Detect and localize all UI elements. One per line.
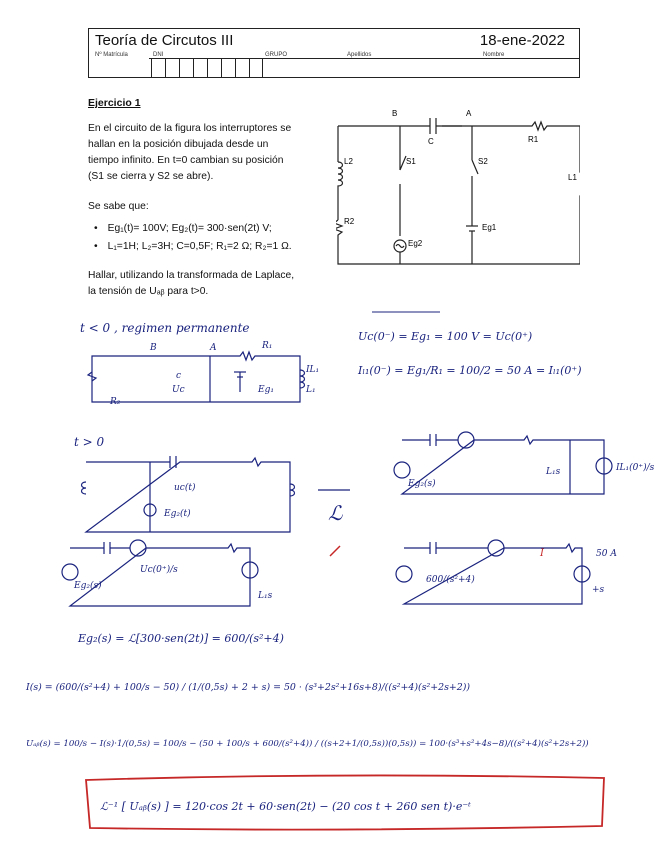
svg-text:c: c [176, 371, 182, 381]
svg-text:Uc(0⁺)/s: Uc(0⁺)/s [140, 565, 178, 575]
bullet-components: • L₁=1H; L₂=3H; C=0,5F; R₁=2 Ω; R₂=1 Ω. [94, 241, 292, 252]
grupo-label: GRUPO [265, 52, 288, 58]
dni-label: DNI [153, 52, 164, 58]
svg-text:L1: L1 [568, 173, 577, 182]
svg-text:L₁s: L₁s [258, 591, 273, 601]
svg-text:B: B [150, 343, 157, 353]
svg-text:uc(t): uc(t) [174, 483, 196, 493]
hw-uab-s: Uₐᵦ(s) = 100/s − I(s)·1/(0,5s) = 100/s − (50 + 100/s + 600/(s²+4)) / ((s+2+1/(0,5s))(0,5s)) = 100·(s³+s²+4s−8)/((s²+4)(s²+2s+2)) [26, 739, 589, 749]
svg-text:+s: +s [592, 585, 605, 595]
given-label: Se sabe que: [88, 201, 149, 212]
svg-text:600/(s²+4): 600/(s²+4) [426, 575, 475, 585]
svg-text:Eg₂(s): Eg₂(s) [74, 581, 102, 591]
matricula-label: Nº Matrícula [95, 52, 128, 58]
hw-laplace-symbol: ℒ [328, 501, 343, 525]
svg-text:Eg₂(s): Eg₂(s) [408, 479, 436, 489]
svg-text:Eg1: Eg1 [482, 223, 497, 232]
svg-text:B: B [392, 109, 398, 118]
exercise-task: Hallar, utilizando la transformada de Laplace, la tensión de Uₐᵦ para t>0. [88, 270, 295, 297]
hw-final-result: ℒ⁻¹ [ Uₐᵦ(s) ] = 120·cos 2t + 60·sen(2t) − (20 cos t + 260 sen t)·e⁻ᵗ [100, 800, 471, 813]
bullet-sources: • Eg₁(t)= 100V; Eg₂(t)= 300·sen(2t) V; [94, 223, 272, 234]
svg-text:R₁: R₁ [262, 341, 273, 351]
hw-uc-initial: Uc(0⁻) = Eg₁ = 100 V = Uc(0⁺) [358, 330, 533, 343]
svg-text:Eg₂(t): Eg₂(t) [164, 509, 191, 519]
svg-text:IL₁: IL₁ [306, 365, 320, 375]
svg-text:R1: R1 [528, 135, 539, 144]
exercise-title: Ejercicio 1 [88, 97, 141, 109]
svg-text:S2: S2 [478, 157, 488, 166]
hw-current-s: I(s) = (600/(s²+4) + 100/s − 50) / (1/(0,5s) + 2 + s) = 50 · (s³+2s²+16s+8)/((s²+4)(s²+2s+2)) [26, 682, 471, 693]
svg-text:C: C [428, 137, 434, 146]
svg-text:L2: L2 [344, 157, 353, 166]
svg-text:R₂: R₂ [110, 397, 121, 407]
svg-text:L₁s: L₁s [546, 467, 561, 477]
nombre-label: Nombre [483, 52, 505, 58]
svg-text:I: I [540, 548, 544, 559]
svg-text:L₁: L₁ [306, 385, 316, 395]
hw-il-initial: Iₗ₁(0⁻) = Eg₁/R₁ = 100/2 = 50 A = Iₗ₁(0⁺) [358, 364, 582, 377]
hw-t-positive: t > 0 [74, 435, 105, 449]
svg-text:Eg2: Eg2 [408, 239, 423, 248]
hw-circuit-laplace-2 [396, 540, 590, 604]
svg-text:R2: R2 [344, 217, 355, 226]
course-title: Teoría de Circutos III [95, 32, 234, 49]
svg-text:Eg₁: Eg₁ [258, 385, 274, 395]
svg-text:IL₁(0⁺)/s: IL₁(0⁺)/s [616, 463, 655, 473]
exercise-intro: En el circuito de la figura los interruptores se hallan en la posición dibujada desde un tiempo infinito. En t=0 cambian su posición (S1 se cierra y S2 se abre). [88, 123, 292, 182]
svg-text:Uc: Uc [172, 385, 185, 395]
hw-t-negative: t < 0 , regimen permanente [80, 321, 250, 335]
exam-date: 18-ene-2022 [479, 32, 565, 49]
apellidos-label: Apellidos [347, 52, 372, 58]
svg-text:S1: S1 [406, 157, 416, 166]
svg-text:50 A: 50 A [596, 549, 617, 559]
svg-text:A: A [466, 109, 472, 118]
svg-text:A: A [210, 343, 217, 353]
hw-eg-transform: Eg₂(s) = ℒ[300·sen(2t)] = 600/(s²+4) [78, 632, 284, 645]
hw-circuit-t-pos [82, 456, 295, 532]
